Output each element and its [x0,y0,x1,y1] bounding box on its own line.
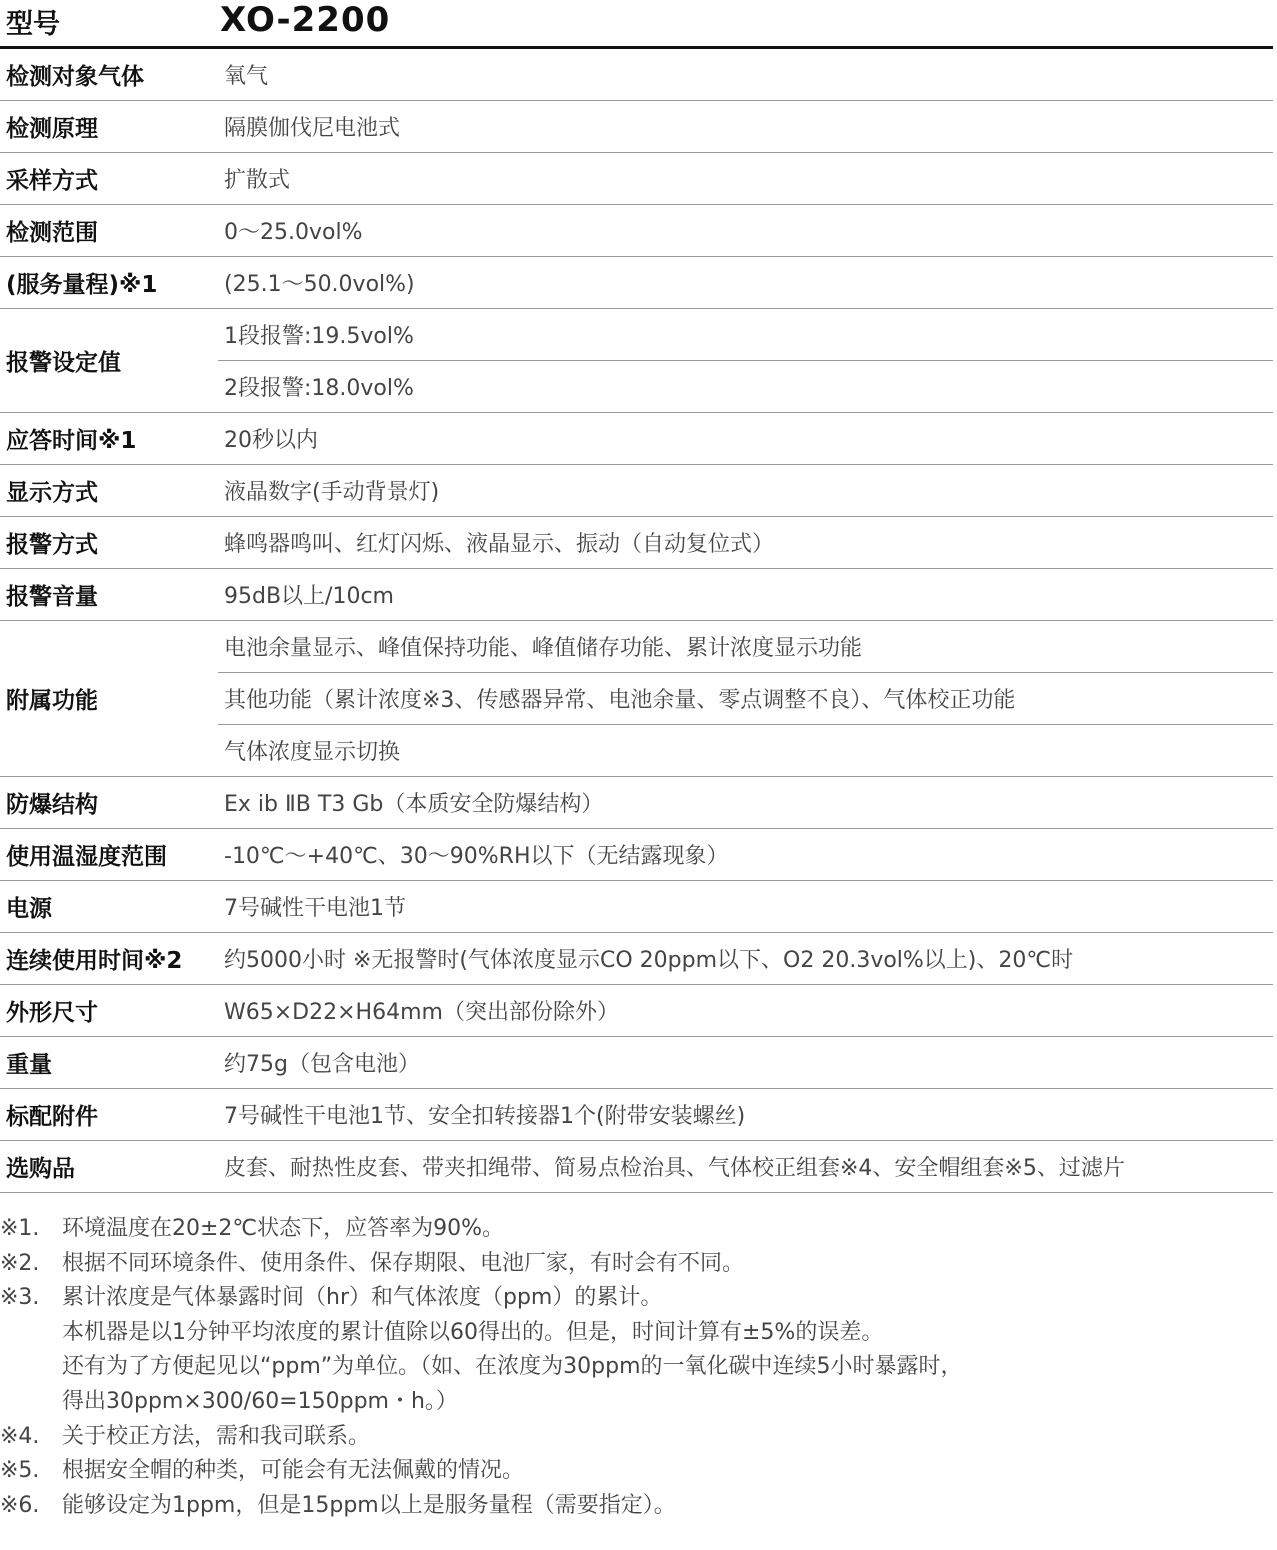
footnote-line: 根据安全帽的种类，可能会有无法佩戴的情况。 [62,1458,525,1484]
spec-key: 显示方式 [0,465,218,517]
spec-key: 应答时间※1 [0,413,218,465]
spec-value: 扩散式 [218,153,1273,205]
footnote [0,1420,1270,1455]
footnote-line: 累计浓度是气体暴露时间（hr）和气体浓度（ppm）的累计。 [62,1285,663,1311]
footnote-line: 环境温度在20±2℃状态下，应答率为90%。 [62,1216,505,1241]
footnote [0,1454,1270,1489]
spec-value: 20秒以内 [218,413,1273,465]
spec-value: 电池余量显示、峰值保持功能、峰值储存功能、累计浓度显示功能 [218,621,1273,673]
spec-key: 报警方式 [0,517,218,569]
spec-value: 蜂鸣器鸣叫、红灯闪烁、液晶显示、振动（自动复位式） [218,517,1273,569]
spec-value: -10℃～+40℃、30～90%RH以下（无结露现象） [218,829,1273,881]
footnote-mark: ※4. [0,1423,40,1449]
spec-row [0,309,1273,361]
spec-row [0,621,1273,673]
spec-key: 重量 [0,1037,218,1089]
spec-table [0,49,1273,1193]
spec-value: 氧气 [218,49,1273,101]
footnote-line: 能够设定为1ppm，但是15ppm以上是服务量程（需要指定）。 [62,1492,676,1518]
spec-key: (服务量程)※1 [0,257,218,309]
spec-key: 连续使用时间※2 [0,933,218,985]
spec-row [0,1037,1273,1089]
spec-row [0,777,1273,829]
spec-key: 选购品 [0,1141,218,1193]
footnote-text [62,1212,1270,1247]
spec-row [0,881,1273,933]
spec-row [0,465,1273,517]
spec-key: 附属功能 [0,621,218,777]
footnote-text [62,1489,1270,1524]
spec-value: (25.1～50.0vol%) [218,257,1273,309]
footnote-line: 还有为了方便起见以“ppm”为单位。（如、在浓度为30ppm的一氧化碳中连续5小时暴露时， [62,1354,963,1380]
footnote-mark: ※6. [0,1492,40,1518]
spec-row [0,49,1273,101]
spec-value: 7号碱性干电池1节、安全扣转接器1个(附带安装螺丝) [218,1089,1273,1141]
spec-key: 检测原理 [0,101,218,153]
spec-key: 报警音量 [0,569,218,621]
footnote-mark: ※5. [0,1458,40,1484]
spec-key: 防爆结构 [0,777,218,829]
spec-value: 2段报警:18.0vol% [218,361,1273,413]
spec-row [0,257,1273,309]
footnote-line: 根据不同环境条件、使用条件、保存期限、电池厂家，有时会有不同。 [62,1250,745,1276]
spec-value: 约75g（包含电池） [218,1037,1273,1089]
footnote-text [62,1281,1270,1419]
spec-row [0,1141,1273,1193]
footnote [0,1489,1270,1524]
spec-key: 报警设定值 [0,309,218,413]
spec-value: 隔膜伽伐尼电池式 [218,101,1273,153]
spec-key: 采样方式 [0,153,218,205]
footnote-line: 关于校正方法，需和我司联系。 [62,1423,371,1449]
footnote-text [62,1247,1270,1282]
footnote-mark: ※2. [0,1250,40,1276]
spec-row [0,569,1273,621]
footnote-mark: ※3. [0,1285,40,1311]
footnote [0,1247,1270,1282]
model-number: XO-2200 [220,0,391,40]
spec-key: 电源 [0,881,218,933]
spec-value: 0～25.0vol% [218,205,1273,257]
spec-value: 95dB以上/10cm [218,569,1273,621]
footnote [0,1281,1270,1419]
spec-value: W65×D22×H64mm（突出部份除外） [218,985,1273,1037]
model-label: 型号 [6,9,60,40]
spec-row [0,829,1273,881]
spec-row [0,517,1273,569]
spec-value: 约5000小时 ※无报警时(气体浓度显示CO 20ppm以下、O2 20.3vol%以上)、20℃时 [218,933,1273,985]
footnote-mark: ※1. [0,1216,40,1241]
spec-row [0,1089,1273,1141]
spec-key: 使用温湿度范围 [0,829,218,881]
spec-value: 其他功能（累计浓度※3、传感器异常、电池余量、零点调整不良）、气体校正功能 [218,673,1273,725]
spec-header [0,0,1273,49]
footnote-text [62,1454,1270,1489]
footnote-line: 得出30ppm×300/60=150ppm・h。） [62,1388,458,1414]
footnote [0,1212,1270,1247]
spec-value: 气体浓度显示切换 [218,725,1273,777]
spec-row [0,153,1273,205]
spec-key: 标配附件 [0,1089,218,1141]
spec-row [0,933,1273,985]
spec-key: 检测范围 [0,205,218,257]
spec-value: 皮套、耐热性皮套、带夹扣绳带、简易点检治具、气体校正组套※4、安全帽组套※5、过滤片 [218,1141,1273,1193]
spec-value: 1段报警:19.5vol% [218,309,1273,361]
spec-value: Ex ib ⅡB T3 Gb（本质安全防爆结构） [218,777,1273,829]
footnote-line: 本机器是以1分钟平均浓度的累计值除以60得出的。但是，时间计算有±5%的误差。 [62,1319,884,1345]
footnote-text [62,1420,1270,1455]
spec-row [0,101,1273,153]
spec-value: 7号碱性干电池1节 [218,881,1273,933]
spec-value: 液晶数字(手动背景灯) [218,465,1273,517]
spec-row [0,413,1273,465]
spec-row [0,205,1273,257]
spec-key: 检测对象气体 [0,49,218,101]
spec-row [0,985,1273,1037]
footnotes [0,1212,1270,1523]
spec-key: 外形尺寸 [0,985,218,1037]
